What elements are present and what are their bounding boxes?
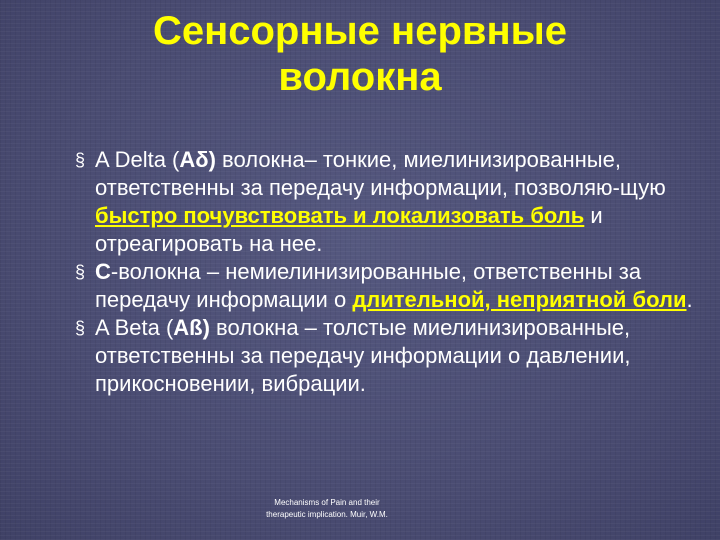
bullet-text: A Delta ( [95, 147, 180, 172]
bullet-text: волокна – толстые миелинизированные, ответственны за передачу информации о давлении, прикосновении, вибрации. [95, 315, 631, 396]
square-bullet-icon: § [75, 150, 86, 170]
square-bullet-icon: § [75, 262, 86, 282]
source-footnote: Mechanisms of Pain and their therapeutic implication. Muir, W.M. [266, 498, 388, 519]
title-line-2: волокна [278, 55, 442, 99]
fiber-abbreviation: Aδ) [179, 147, 216, 172]
bullet-text: A Beta ( [95, 315, 174, 340]
bullet-list [75, 146, 705, 398]
bullet-text: волокна– тонкие, миелинизированные, ответственны за передачу информации, позволяю-щую [95, 147, 666, 200]
bullet-a-delta [75, 146, 705, 258]
bullet-a-beta [75, 314, 705, 398]
fiber-abbreviation: C [95, 259, 111, 284]
slide-title [60, 8, 660, 100]
bullet-text: и отреагировать на нее. [95, 203, 603, 256]
emphasis-text: длительной, неприятной боли [352, 287, 687, 312]
bullet-text: -волокна – немиелинизированные, ответственны за передачу информации о [95, 259, 642, 312]
fiber-abbreviation: Aß) [173, 315, 210, 340]
emphasis-text: быстро почувствовать и локализовать боль [95, 203, 585, 228]
square-bullet-icon: § [75, 318, 86, 338]
bullet-c-fibers [75, 258, 705, 314]
bullet-text: . [686, 287, 693, 312]
title-line-1: Сенсорные нервные [152, 9, 568, 53]
